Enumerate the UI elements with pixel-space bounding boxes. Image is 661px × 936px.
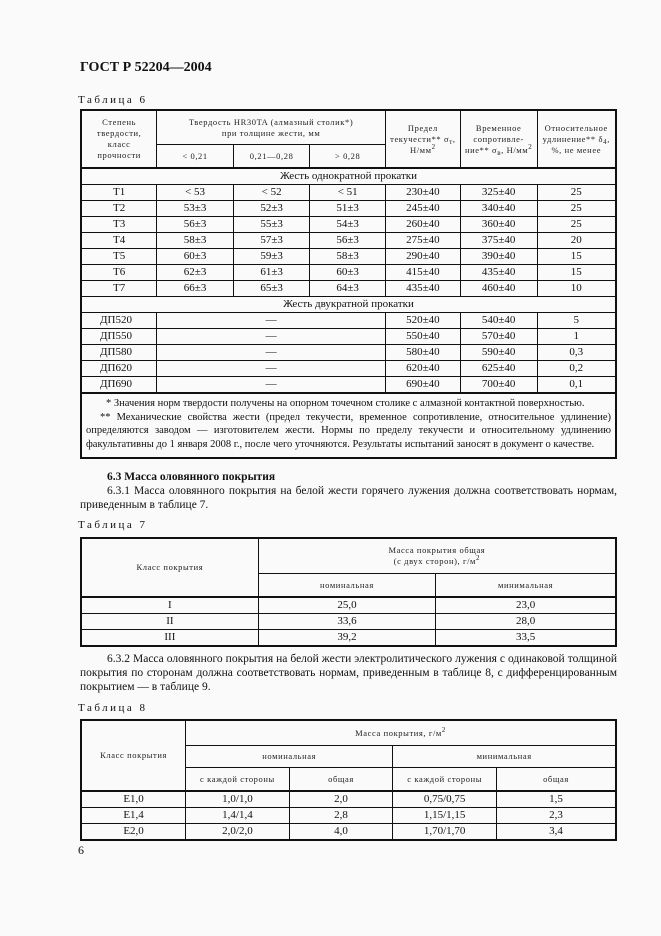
cell: Е1,0 xyxy=(81,791,186,808)
table7-caption: Таблица 7 xyxy=(78,519,148,531)
table-row xyxy=(81,201,616,217)
cell: < 52 xyxy=(233,185,310,201)
header-coating-mass: Масса покрытия общая (с двух сторон), $г/м^2$ xyxy=(258,538,616,574)
cell: III xyxy=(81,630,258,647)
header-nominal: номинальная xyxy=(258,574,435,598)
cell: 1,15/1,15 xyxy=(393,808,497,824)
cell: — xyxy=(157,345,386,361)
note-1: * Значения норм твердости получены на опорном точечном столике с алмазной контактной поверхностью. xyxy=(106,398,585,409)
cell: II xyxy=(81,614,258,630)
cell: 23,0 xyxy=(436,597,616,614)
cell: 245±40 xyxy=(385,201,460,217)
cell: 60±3 xyxy=(157,249,234,265)
cell: 51±3 xyxy=(310,201,386,217)
cell: ДП520 xyxy=(81,313,157,329)
cell: 230±40 xyxy=(385,185,460,201)
table-row xyxy=(81,265,616,281)
cell: Т4 xyxy=(81,233,157,249)
cell: 0,75/0,75 xyxy=(393,791,497,808)
cell: 700±40 xyxy=(460,377,537,394)
cell: 65±3 xyxy=(233,281,310,297)
section-single-rolled: Жесть однократной прокатки xyxy=(81,168,616,185)
cell: 375±40 xyxy=(460,233,537,249)
paragraph-6-3-2-block xyxy=(80,652,617,694)
cell: Е1,4 xyxy=(81,808,186,824)
header-minimal-total: общая xyxy=(496,768,616,792)
section-double-rolled: Жесть двукратной прокатки xyxy=(81,297,616,313)
cell: 625±40 xyxy=(460,361,537,377)
cell: 435±40 xyxy=(460,265,537,281)
table8 xyxy=(80,719,617,841)
table-row xyxy=(81,808,616,824)
cell: ДП620 xyxy=(81,361,157,377)
cell: 4,0 xyxy=(289,824,393,841)
cell: ДП580 xyxy=(81,345,157,361)
cell: 2,3 xyxy=(496,808,616,824)
section-6-3 xyxy=(80,470,617,512)
cell: 260±40 xyxy=(385,217,460,233)
cell: 1,70/1,70 xyxy=(393,824,497,841)
cell: 2,0 xyxy=(289,791,393,808)
cell: ДП690 xyxy=(81,377,157,394)
cell: 390±40 xyxy=(460,249,537,265)
note-2: ** Механические свойства жести (предел текучести, временное сопротивление, относительное удлинение) определяются заводом — изготовителем жести. Нормы по пределу текучести и относительному удлинению факультативны до 1 января 2008 г., после чего уточняются. Результаты испытаний заносят в документ о качестве. xyxy=(86,411,611,450)
table-row xyxy=(81,345,616,361)
cell: 690±40 xyxy=(385,377,460,394)
table-row xyxy=(81,313,616,329)
cell: 52±3 xyxy=(233,201,310,217)
cell: I xyxy=(81,597,258,614)
table-row xyxy=(81,249,616,265)
cell: Т6 xyxy=(81,265,157,281)
cell: — xyxy=(157,361,386,377)
header-grade: Степень твердости, класс прочности xyxy=(81,110,157,168)
table-row xyxy=(81,630,616,647)
cell: 0,3 xyxy=(537,345,616,361)
cell: 5 xyxy=(537,313,616,329)
cell: 39,2 xyxy=(258,630,435,647)
table-row xyxy=(81,614,616,630)
table6-caption: Таблица 6 xyxy=(78,94,148,106)
cell: 340±40 xyxy=(460,201,537,217)
cell: 0,1 xyxy=(537,377,616,394)
cell: 590±40 xyxy=(460,345,537,361)
table-row xyxy=(81,217,616,233)
table-row xyxy=(81,791,616,808)
cell: 0,2 xyxy=(537,361,616,377)
cell: 2,8 xyxy=(289,808,393,824)
cell: 33,5 xyxy=(436,630,616,647)
cell: 25 xyxy=(537,217,616,233)
header-hardness: Твердость HR30TA (алмазный столик*) при толщине жести, мм xyxy=(157,110,386,145)
page-number: 6 xyxy=(78,843,84,857)
cell: — xyxy=(157,329,386,345)
paragraph-6-3-2: 6.3.2 Масса оловянного покрытия на белой жести электролитического лужения с одинаковой толщиной покрытия по сторонам должна соответствовать нормам, приведенным в таблице 8, с дифференцированным покрытием — в таблице 9. xyxy=(80,653,617,693)
cell: 1 xyxy=(537,329,616,345)
cell: 59±3 xyxy=(233,249,310,265)
header-coating-class: Класс покрытия xyxy=(81,538,258,597)
cell: 435±40 xyxy=(385,281,460,297)
cell: 58±3 xyxy=(157,233,234,249)
header-minimal-each-side: с каждой стороны xyxy=(393,768,497,792)
header-minimal: минимальная xyxy=(436,574,616,598)
cell: 620±40 xyxy=(385,361,460,377)
cell: 25 xyxy=(537,185,616,201)
cell: Т5 xyxy=(81,249,157,265)
cell: 61±3 xyxy=(233,265,310,281)
header-thickness-2: 0,21—0,28 xyxy=(233,145,310,169)
cell: 54±3 xyxy=(310,217,386,233)
table6-notes xyxy=(81,393,616,458)
cell: ДП550 xyxy=(81,329,157,345)
cell: < 51 xyxy=(310,185,386,201)
table-row xyxy=(81,233,616,249)
table-row xyxy=(81,824,616,841)
table-row xyxy=(81,329,616,345)
cell: 15 xyxy=(537,265,616,281)
cell: 460±40 xyxy=(460,281,537,297)
header-tensile: Временное сопротивле-ние** $\sigma_в$, $Н/мм^2$ xyxy=(460,110,537,168)
cell: 1,4/1,4 xyxy=(186,808,290,824)
cell: 1,0/1,0 xyxy=(186,791,290,808)
cell: 66±3 xyxy=(157,281,234,297)
cell: 1,5 xyxy=(496,791,616,808)
cell: 33,6 xyxy=(258,614,435,630)
table-row xyxy=(81,361,616,377)
cell: 60±3 xyxy=(310,265,386,281)
cell: 62±3 xyxy=(157,265,234,281)
cell: Т1 xyxy=(81,185,157,201)
header-coating-mass: Масса покрытия, $г/м^2$ xyxy=(186,720,616,746)
cell: 20 xyxy=(537,233,616,249)
cell: 360±40 xyxy=(460,217,537,233)
cell: 520±40 xyxy=(385,313,460,329)
header-thickness-1: < 0,21 xyxy=(157,145,234,169)
cell: 580±40 xyxy=(385,345,460,361)
cell: 57±3 xyxy=(233,233,310,249)
cell: 2,0/2,0 xyxy=(186,824,290,841)
cell: 275±40 xyxy=(385,233,460,249)
table-row xyxy=(81,597,616,614)
cell: 10 xyxy=(537,281,616,297)
table7 xyxy=(80,537,617,647)
cell: 325±40 xyxy=(460,185,537,201)
paragraph-6-3-1: 6.3.1 Масса оловянного покрытия на белой жести горячего лужения должна соответствовать нормам, приведенным в таблице 7. xyxy=(80,485,617,511)
cell: Т2 xyxy=(81,201,157,217)
cell: — xyxy=(157,313,386,329)
cell: 56±3 xyxy=(157,217,234,233)
cell: Т3 xyxy=(81,217,157,233)
header-minimal: минимальная xyxy=(393,746,616,768)
cell: 58±3 xyxy=(310,249,386,265)
cell: Т7 xyxy=(81,281,157,297)
cell: 415±40 xyxy=(385,265,460,281)
cell: 290±40 xyxy=(385,249,460,265)
cell: — xyxy=(157,377,386,394)
section-heading: 6.3 Масса оловянного покрытия xyxy=(107,471,276,483)
table8-caption: Таблица 8 xyxy=(78,702,148,714)
header-coating-class: Класс покрытия xyxy=(81,720,186,791)
cell: 64±3 xyxy=(310,281,386,297)
cell: 56±3 xyxy=(310,233,386,249)
cell: 3,4 xyxy=(496,824,616,841)
header-nominal: номинальная xyxy=(186,746,393,768)
cell: 540±40 xyxy=(460,313,537,329)
cell: 25,0 xyxy=(258,597,435,614)
table-row xyxy=(81,185,616,201)
cell: 25 xyxy=(537,201,616,217)
header-nominal-each-side: с каждой стороны xyxy=(186,768,290,792)
cell: 550±40 xyxy=(385,329,460,345)
cell: Е2,0 xyxy=(81,824,186,841)
cell: 55±3 xyxy=(233,217,310,233)
table-row xyxy=(81,281,616,297)
cell: < 53 xyxy=(157,185,234,201)
cell: 28,0 xyxy=(436,614,616,630)
cell: 570±40 xyxy=(460,329,537,345)
header-nominal-total: общая xyxy=(289,768,393,792)
header-thickness-3: > 0,28 xyxy=(310,145,386,169)
document-title: ГОСТ Р 52204—2004 xyxy=(80,60,212,75)
table-row xyxy=(81,377,616,394)
header-yield: Предел текучести** $\sigma_т$, $Н/мм^2$ xyxy=(385,110,460,168)
cell: 15 xyxy=(537,249,616,265)
table6 xyxy=(80,109,617,459)
cell: 53±3 xyxy=(157,201,234,217)
header-elongation: Относительное удлинение** $\delta_4$, %, не менее xyxy=(537,110,616,168)
